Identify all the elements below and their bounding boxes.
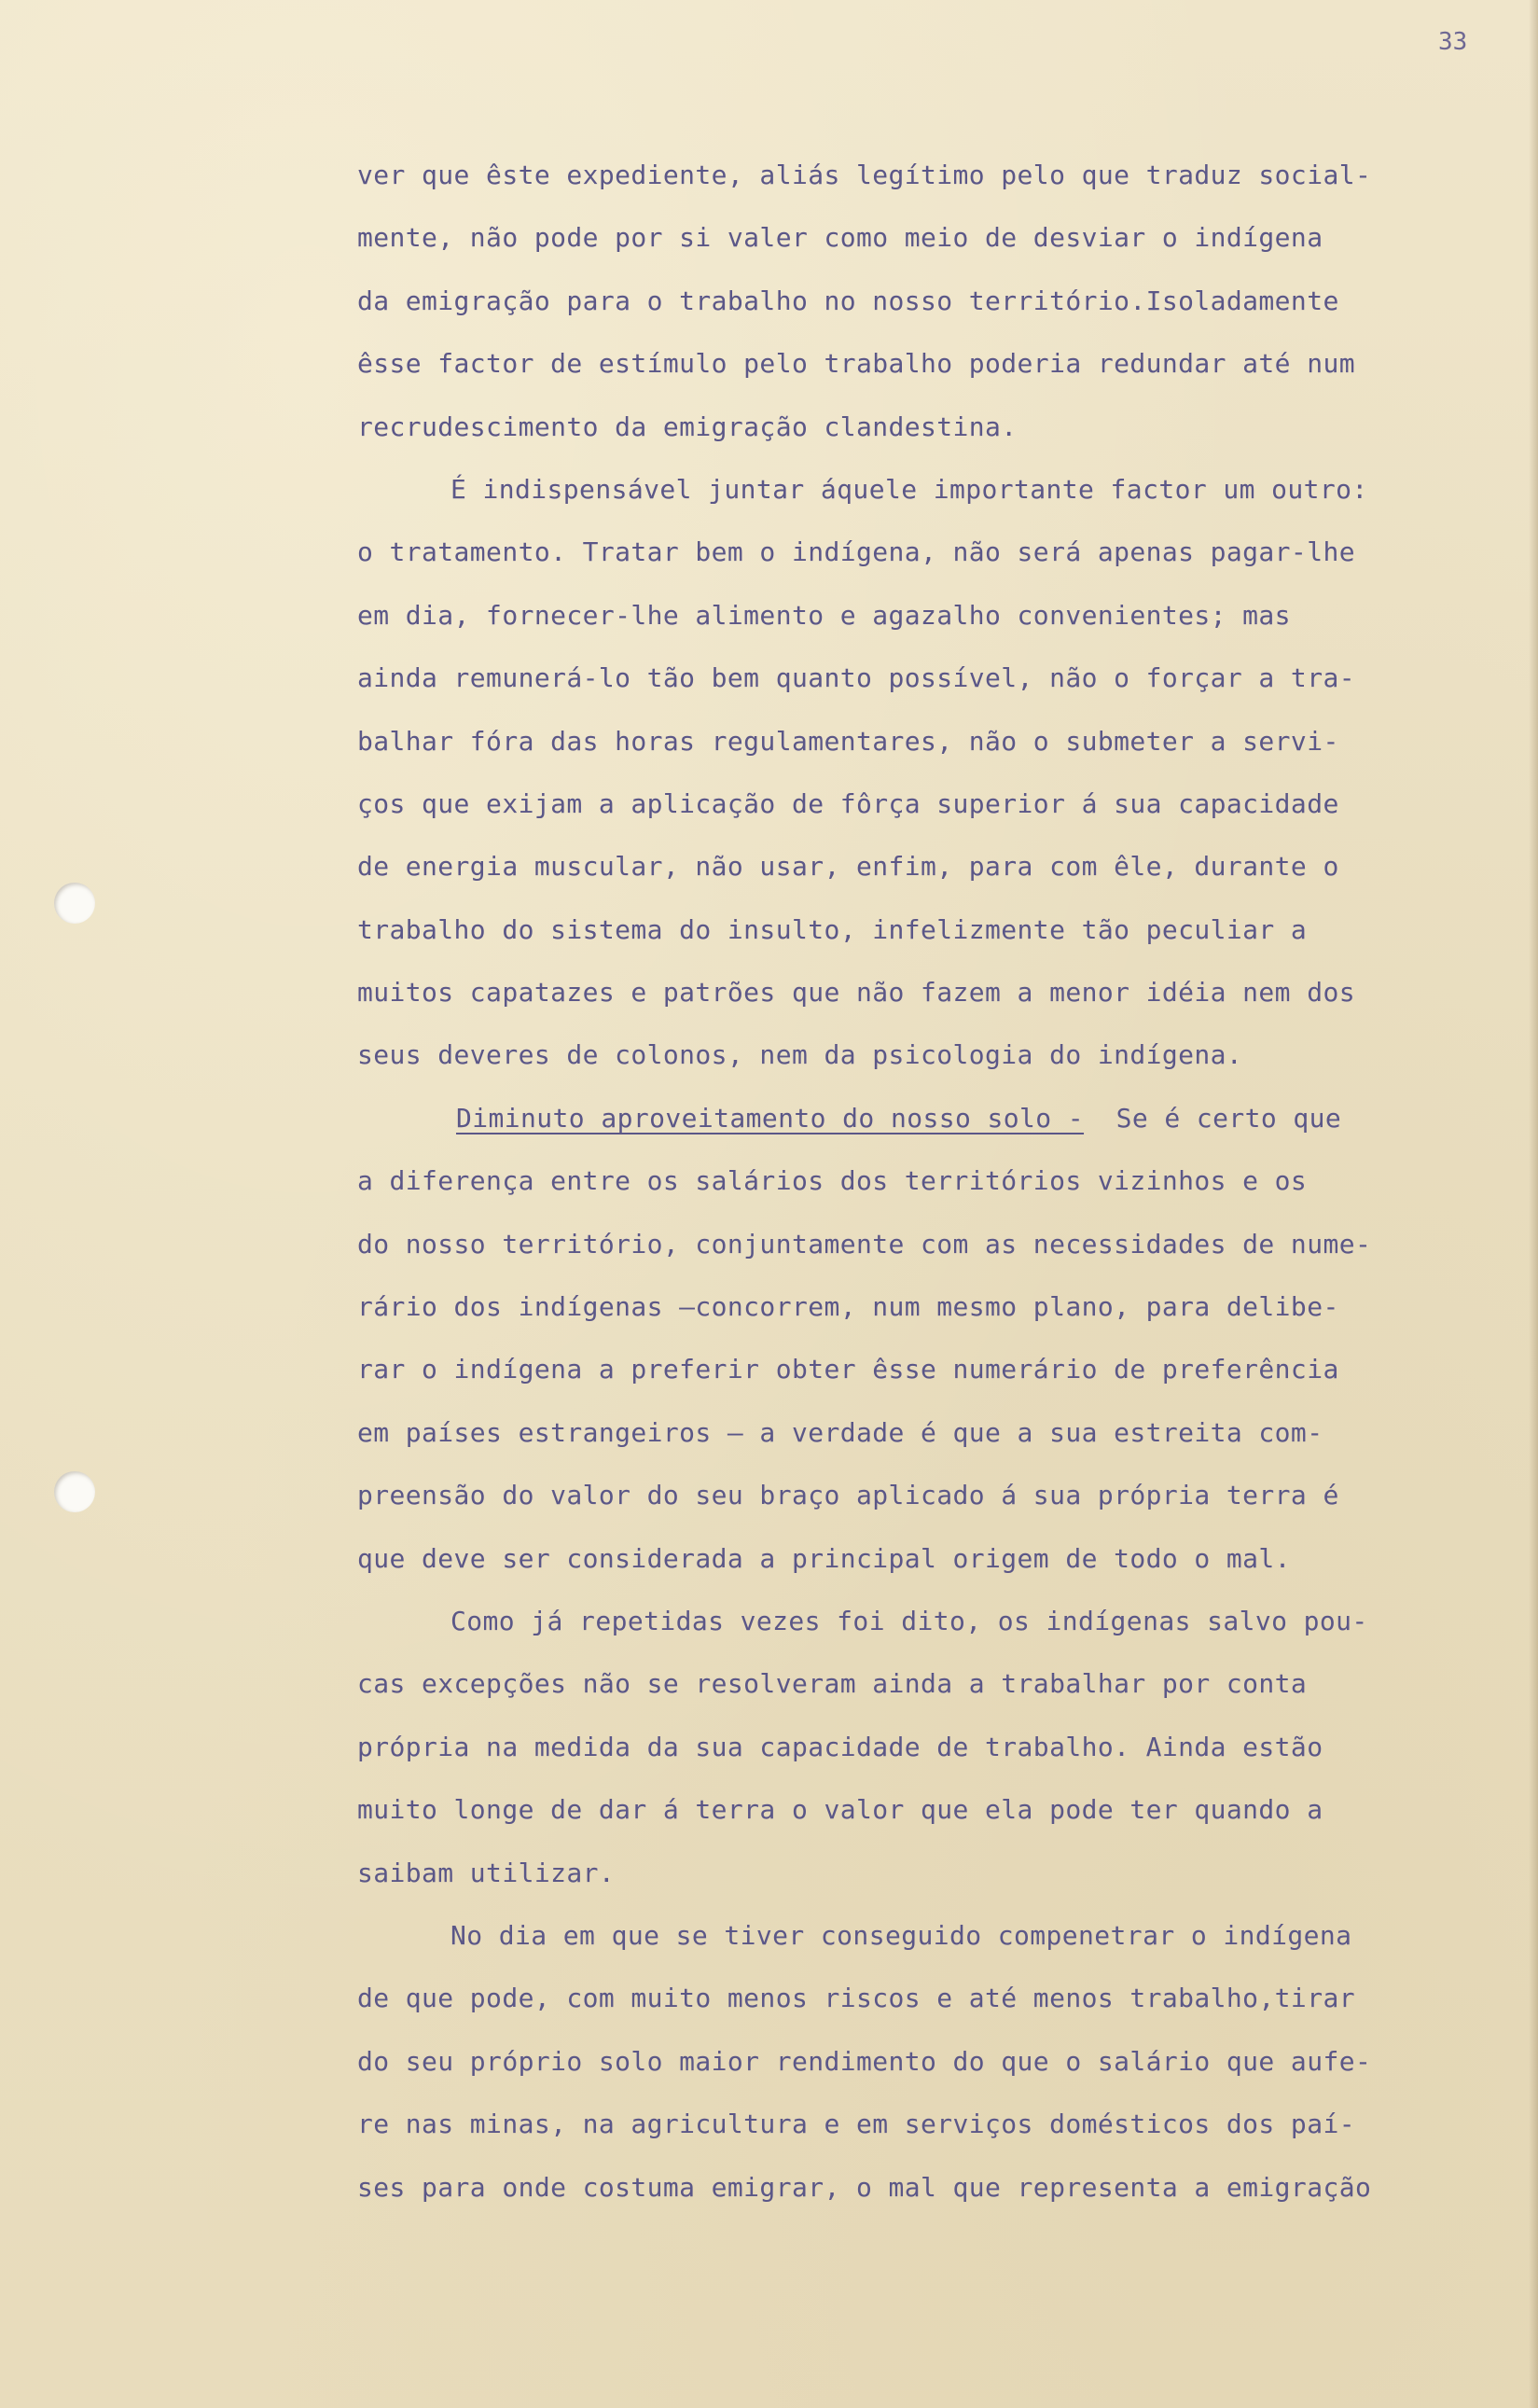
text-line: cas excepções não se resolveram ainda a trabalhar por conta: [357, 1668, 1308, 1700]
text-line: êsse factor de estímulo pelo trabalho poderia redundar até num: [357, 348, 1355, 380]
punch-hole-icon: [54, 1471, 95, 1512]
text-line: preensão do valor do seu braço aplicado á sua própria terra é: [357, 1480, 1339, 1511]
text-line: recrudescimento da emigração clandestina.: [357, 411, 1018, 442]
text-line: em dia, fornecer-lhe alimento e agazalho convenientes; mas: [357, 599, 1291, 631]
text-line: ses para onde costuma emigrar, o mal que representa a emigração: [357, 2171, 1372, 2203]
text-line: a diferença entre os salários dos territórios vizinhos e os: [357, 1165, 1308, 1197]
text-fragment: Se é certo que: [1115, 1102, 1342, 1134]
text-line: ainda remunerá-lo tão bem quanto possível, não o forçar a tra-: [357, 662, 1355, 694]
text-line: muitos capatazes e patrões que não fazem a menor idéia nem dos: [357, 977, 1355, 1009]
text-line: ços que exijam a aplicação de fôrça superior á sua capacidade: [357, 787, 1339, 819]
page-edge-shadow: [1529, 0, 1538, 2408]
section-heading: Diminuto aproveitamento do nosso solo -: [456, 1102, 1085, 1134]
text-line: ver que êste expediente, aliás legítimo pelo que traduz social-: [357, 160, 1372, 190]
text-line: própria na medida da sua capacidade de trabalho. Ainda estão: [357, 1731, 1323, 1762]
text-line: saibam utilizar.: [357, 1857, 616, 1888]
punch-hole-icon: [54, 883, 95, 924]
paragraph-start-line: No dia em que se tiver conseguido compenetrar o indígena: [450, 1919, 1352, 1951]
text-line: seus deveres de colonos, nem da psicologia do indígena.: [357, 1039, 1243, 1071]
typewritten-text: [357, 157, 1514, 2232]
text-line: da emigração para o trabalho no nosso território.Isoladamente: [357, 285, 1339, 316]
page-number: 33: [1438, 28, 1468, 56]
text-line: rar o indígena a preferir obter êsse numerário de preferência: [357, 1354, 1339, 1385]
text-line: balhar fóra das horas regulamentares, não o submeter a servi-: [357, 725, 1339, 757]
text-line: do nosso território, conjuntamente com as necessidades de nume-: [357, 1228, 1372, 1260]
text-line: que deve ser considerada a principal origem de todo o mal.: [357, 1542, 1291, 1574]
text-line: em países estrangeiros — a verdade é que a sua estreita com-: [357, 1416, 1323, 1448]
text-line: mente, não pode por si valer como meio de desviar o indígena: [357, 222, 1323, 254]
text-line: rário dos indígenas —concorrem, num mesmo plano, para delibe-: [357, 1291, 1339, 1323]
paragraph-start-line: É indispensável juntar áquele importante factor um outro:: [450, 473, 1368, 505]
text-line: de que pode, com muito menos riscos e até menos trabalho,tirar: [357, 1983, 1355, 2014]
text-line: o tratamento. Tratar bem o indígena, não será apenas pagar-lhe: [357, 536, 1355, 568]
text-line: trabalho do sistema do insulto, infelizmente tão peculiar a: [357, 913, 1308, 945]
paragraph-start-line: Como já repetidas vezes foi dito, os indígenas salvo pou-: [450, 1605, 1368, 1636]
text-line: re nas minas, na agricultura e em serviços domésticos dos paí-: [357, 2109, 1355, 2140]
section-heading-line: [357, 1100, 1514, 1162]
text-line: de energia muscular, não usar, enfim, para com êle, durante o: [357, 851, 1339, 883]
text-line: muito longe de dar á terra o valor que ela pode ter quando a: [357, 1794, 1323, 1826]
text-line: do seu próprio solo maior rendimento do que o salário que aufe-: [357, 2045, 1372, 2077]
